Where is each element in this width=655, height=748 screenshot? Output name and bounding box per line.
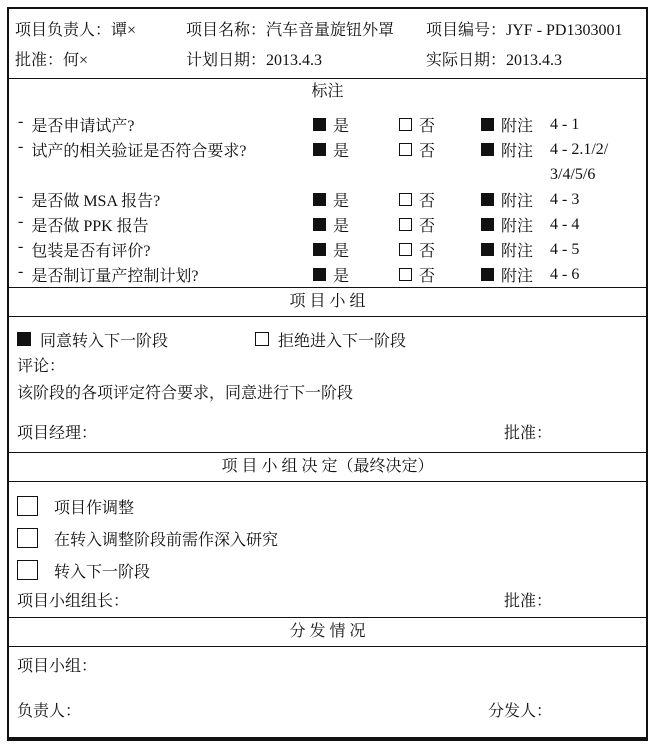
yes-checkbox[interactable]	[313, 243, 326, 256]
approver-label: 批准：	[15, 52, 64, 69]
question-row-trial-verification	[18, 137, 646, 162]
note-code: 4 - 3	[550, 190, 580, 208]
note-checkbox[interactable]	[481, 118, 494, 131]
question-row-ppk-report	[18, 212, 646, 237]
question-text: 是否做 PPK 报告	[31, 218, 149, 235]
plan-date-label: 计划日期：	[186, 52, 267, 69]
project-leader-value: 谭×	[111, 22, 137, 39]
question-row-continuation	[18, 162, 646, 187]
team-leader-signature-label: 项目小组组长：	[17, 593, 130, 610]
note-code-continued: 3/4/5/6	[550, 165, 596, 183]
distribution-team-label: 项目小组：	[17, 658, 98, 675]
no-label: 否	[419, 268, 436, 285]
yes-label: 是	[333, 118, 350, 135]
project-leader-label: 项目负责人：	[15, 22, 112, 39]
annotation-question-list	[9, 105, 646, 287]
project-manager-signature-label: 项目经理：	[17, 425, 98, 442]
research-label: 在转入调整阶段前需作深入研究	[54, 531, 279, 549]
project-number-field	[426, 16, 640, 46]
no-checkbox[interactable]	[399, 218, 412, 231]
project-name-value: 汽车音量旋钮外罩	[266, 22, 395, 39]
note-checkbox[interactable]	[481, 143, 494, 156]
no-label: 否	[419, 143, 436, 160]
next-stage-label: 转入下一阶段	[54, 563, 151, 581]
note-code: 4 - 5	[550, 240, 580, 258]
no-label: 否	[419, 218, 436, 235]
note-label: 附注	[501, 218, 534, 235]
dash-bullet: -	[18, 213, 24, 230]
decision-option-adjust	[17, 490, 636, 522]
approve-signature-label: 批准：	[503, 425, 552, 442]
actual-date-label: 实际日期：	[426, 52, 507, 69]
project-leader-field	[15, 16, 186, 46]
annotation-section-title: 标注	[9, 78, 646, 105]
team-section-body	[9, 317, 646, 452]
dash-bullet: -	[18, 263, 24, 280]
approver-value: 何×	[63, 52, 89, 69]
yes-checkbox[interactable]	[313, 193, 326, 206]
no-checkbox[interactable]	[399, 243, 412, 256]
note-label: 附注	[501, 268, 534, 285]
yes-label: 是	[333, 243, 350, 260]
header-col-right	[426, 16, 640, 78]
comment-text: 该阶段的各项评定符合要求，同意进行下一阶段	[17, 385, 354, 402]
reject-next-stage-option	[255, 328, 406, 351]
dash-bullet: -	[18, 138, 24, 155]
plan-date-field	[186, 46, 426, 76]
note-checkbox[interactable]	[481, 193, 494, 206]
note-label: 附注	[501, 193, 534, 210]
question-text: 是否做 MSA 报告?	[31, 193, 161, 210]
approver-field	[15, 46, 186, 76]
distribution-section-title: 分 发 情 况	[9, 617, 646, 647]
adjust-checkbox[interactable]	[17, 496, 38, 516]
reject-checkbox[interactable]	[255, 332, 269, 346]
decision-section-title: 项 目 小 组 决 定（最终决定）	[9, 452, 646, 482]
yes-checkbox[interactable]	[313, 218, 326, 231]
no-label: 否	[419, 243, 436, 260]
project-name-label: 项目名称：	[186, 22, 267, 39]
actual-date-field	[426, 46, 640, 76]
team-section-title: 项 目 小 组	[9, 287, 646, 317]
note-checkbox[interactable]	[481, 243, 494, 256]
question-text: 是否申请试产?	[31, 118, 135, 135]
dash-bullet: -	[18, 188, 24, 205]
question-text: 是否制订量产控制计划?	[31, 268, 199, 285]
note-checkbox[interactable]	[481, 218, 494, 231]
question-text: 试产的相关验证是否符合要求?	[31, 143, 247, 160]
yes-label: 是	[333, 143, 350, 160]
reject-label: 拒绝进入下一阶段	[278, 332, 407, 350]
question-row-packaging-eval	[18, 237, 646, 262]
yes-label: 是	[333, 218, 350, 235]
project-number-value: JYF - PD1303001	[506, 22, 623, 39]
note-code: 4 - 1	[550, 115, 580, 133]
adjust-label: 项目作调整	[54, 499, 135, 517]
project-number-label: 项目编号：	[426, 22, 507, 39]
dash-bullet: -	[18, 113, 24, 130]
agree-checkbox[interactable]	[17, 332, 31, 346]
yes-checkbox[interactable]	[313, 118, 326, 131]
distributor-signature-label: 分发人：	[487, 703, 552, 720]
question-row-msa-report	[18, 187, 646, 212]
form-header	[9, 9, 646, 78]
note-label: 附注	[501, 118, 534, 135]
note-code: 4 - 6	[550, 265, 580, 283]
yes-label: 是	[333, 193, 350, 210]
no-checkbox[interactable]	[399, 143, 412, 156]
no-checkbox[interactable]	[399, 118, 412, 131]
project-name-field	[186, 16, 426, 46]
agree-next-stage-option	[17, 328, 255, 351]
plan-date-value: 2013.4.3	[266, 52, 323, 69]
actual-date-value: 2013.4.3	[506, 52, 563, 69]
decision-option-research	[17, 522, 636, 554]
question-row-production-control-plan	[18, 262, 646, 287]
agree-label: 同意转入下一阶段	[40, 332, 169, 350]
note-label: 附注	[501, 243, 534, 260]
note-label: 附注	[501, 143, 534, 160]
next-stage-checkbox[interactable]	[17, 560, 38, 580]
review-form	[7, 7, 648, 741]
dash-bullet: -	[18, 238, 24, 255]
question-row-trial-request	[18, 112, 646, 137]
note-checkbox[interactable]	[481, 268, 494, 281]
decision-option-next-stage	[17, 554, 636, 586]
no-checkbox[interactable]	[399, 193, 412, 206]
no-label: 否	[419, 193, 436, 210]
distribution-section-body	[9, 647, 646, 733]
note-code: 4 - 2.1/2/	[550, 140, 609, 158]
header-col-mid	[186, 16, 426, 78]
decision-section-body	[9, 482, 646, 617]
owner-signature-label: 负责人：	[17, 703, 82, 720]
no-label: 否	[419, 118, 436, 135]
no-checkbox[interactable]	[399, 268, 412, 281]
comment-label: 评论：	[17, 358, 66, 375]
question-text: 包装是否有评价?	[31, 243, 151, 260]
approve-signature-label: 批准：	[503, 593, 552, 610]
research-checkbox[interactable]	[17, 528, 38, 548]
yes-checkbox[interactable]	[313, 268, 326, 281]
header-col-left	[15, 16, 186, 78]
yes-label: 是	[333, 268, 350, 285]
yes-checkbox[interactable]	[313, 143, 326, 156]
note-code: 4 - 4	[550, 215, 580, 233]
